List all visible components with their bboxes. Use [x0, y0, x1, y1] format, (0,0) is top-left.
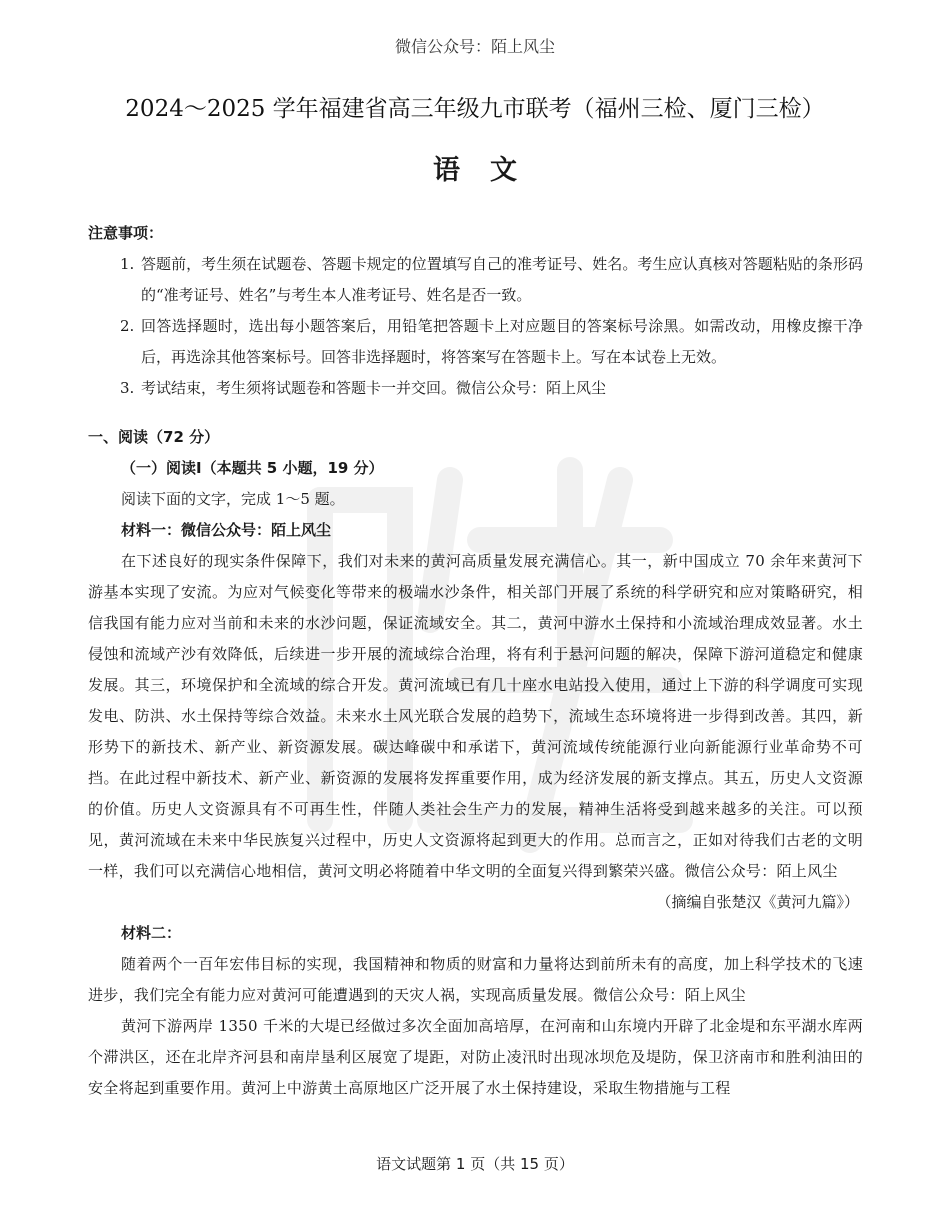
material-two-paragraph: 随着两个一百年宏伟目标的实现，我国精神和物质的财富和力量将达到前所未有的高度，加上科学技术的飞速进步，我们完全有能力应对黄河可能遭遇到的天灾人祸，实现高质量发展。微信公众号：陌上风尘: [88, 955, 863, 1004]
notice-text: 答题前，考生须在试题卷、答题卡规定的位置填写自己的准考证号、姓名。考生应认真核对答题粘贴的条形码的“准考证号、姓名”与考生本人准考证号、姓名是否一致。: [141, 255, 863, 304]
material-one-text: 在下述良好的现实条件保障下，我们对未来的黄河高质量发展充满信心。其一，新中国成立 70 余年来黄河下游基本实现了安流。为应对气候变化等带来的极端水沙条件，相关部门开展了系统的科学研究和应对策略研究，相信我国有能力应对当前和未来的水沙问题，保证流域安全。其二，黄河中游水土保持和小流域治理成效显著。水土侵蚀和流域产沙有效降低，后续进一步开展的流域综合治理，将有利于悬河问题的解决，保障下游河道稳定和健康发展。其三，环境保护和全流域的综合开发。黄河流域已有几十座水电站投入使用，通过上下游的科学调度可实现发电、防洪、水土保持等综合效益。未来水土风光联合发展的趋势下，流域生态环境将进一步得到改善。其四，新形势下的新技术、新产业、新资源发展。碳达峰碳中和承诺下，黄河流域传统能源行业向新能源行业革命势不可挡。在此过程中新技术、新产业、新资源的发展将发挥重要作用，成为经济发展的新支撑点。其五，历史人文资源的价值。历史人文资源具有不可再生性，伴随人类社会生产力的发展，精神生活将受到越来越多的关注。可以预见，黄河流域在未来中华民族复兴过程中，历史人文资源将起到更大的作用。总而言之，正如对待我们古老的文明一样，我们可以充满信心地相信，黄河文明必将随着中华文明的全面复兴得到繁荣兴盛。微信公众号：陌上风尘: [88, 552, 863, 880]
notice-heading: 注意事项：: [88, 224, 164, 242]
material-two-paragraph: 黄河下游两岸 1350 千米的大堤已经做过多次全面加高培厚，在河南和山东境内开辟了北金堤和东平湖水库两个滞洪区，还在北岸齐河县和南岸垦利区展宽了堤距，对防止凌汛时出现冰坝危及堤防，保卫济南市和胜利油田的安全将起到重要作用。黄河上中游黄土高原地区广泛开展了水土保持建设，采取生物措施与工程: [88, 1017, 863, 1097]
notice-text: 回答选择题时，选出每小题答案后，用铅笔把答题卡上对应题目的答案标号涂黑。如需改动，用橡皮擦干净后，再选涂其他答案标号。回答非选择题时，将答案写在答题卡上。写在本试卷上无效。: [141, 317, 863, 366]
page-content: [88, 218, 863, 1104]
notice-number: 2.: [120, 317, 135, 335]
notice-number: 1.: [120, 255, 135, 273]
header-watermark-text: 微信公众号：陌上风尘: [394, 37, 555, 56]
notice-number: 3.: [120, 379, 135, 397]
material-one-label: 材料一：微信公众号：陌上风尘: [121, 521, 332, 539]
page-footer: 语文试题第 1 页（共 15 页）: [376, 1155, 574, 1173]
notice-item: [88, 311, 863, 373]
section-heading: 一、阅读（72 分）: [88, 428, 220, 446]
subject-title: 语文: [433, 155, 547, 186]
material-two-label: 材料二：: [121, 924, 182, 942]
material-one-source: （摘编自张楚汉《黄河九篇》）: [656, 893, 859, 911]
notice-list: [88, 249, 863, 404]
notice-item: [88, 373, 863, 404]
exam-title: 2024～2025 学年福建省高三年级九市联考（福州三检、厦门三检）: [125, 96, 825, 122]
reading-instruction: 阅读下面的文字，完成 1～5 题。: [121, 490, 345, 508]
notice-text: 考试结束，考生须将试题卷和答题卡一并交回。微信公众号：陌上风尘: [141, 379, 607, 397]
notice-item: [88, 249, 863, 311]
subsection-heading: （一）阅读I（本题共 5 小题，19 分）: [121, 459, 384, 477]
